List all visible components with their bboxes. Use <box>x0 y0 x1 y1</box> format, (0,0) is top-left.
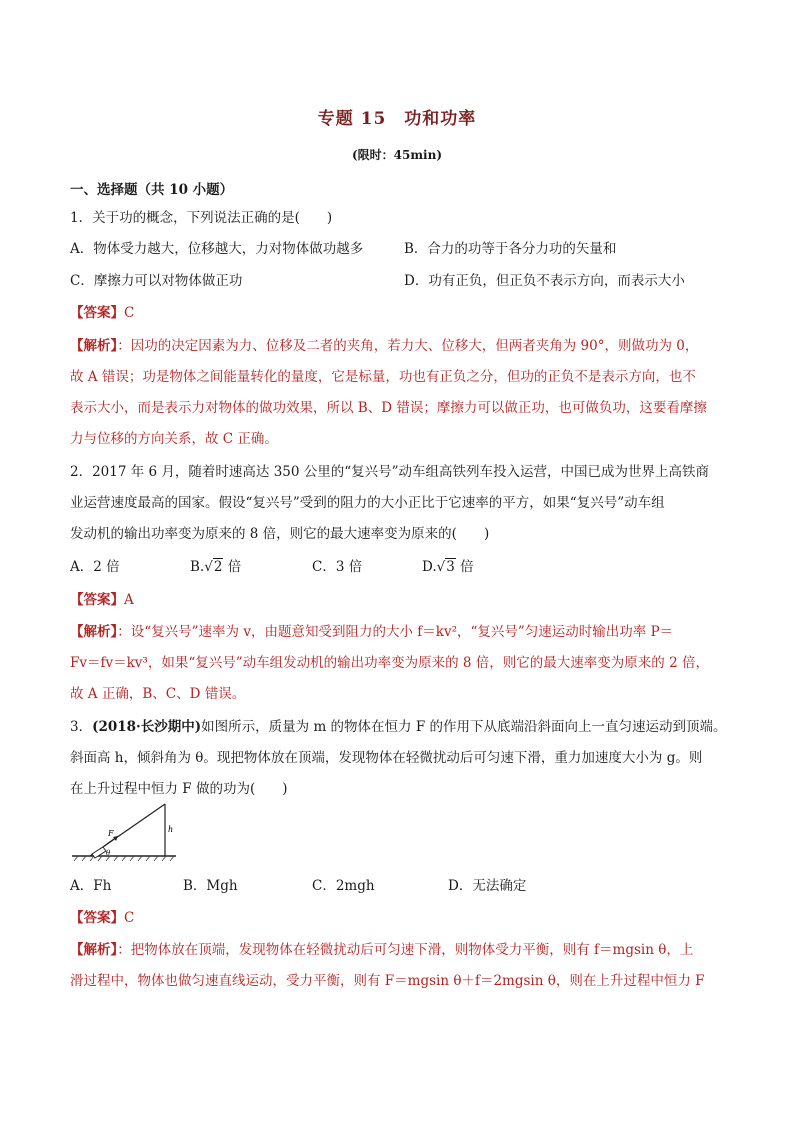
question-2-option-d: D.√3 倍 <box>422 559 474 575</box>
sqrt-symbol: √3 <box>436 559 455 575</box>
answer-label: 【答案】 <box>70 910 124 926</box>
question-1-stem: 1．关于功的概念，下列说法正确的是( ) <box>70 210 333 226</box>
question-1-analysis-line: 表示大小，而是表示力对物体的做功效果，所以 B、D 错误；摩擦力可以做正功，也可做负功，这要看摩擦 <box>70 400 707 416</box>
question-1-option-b: B．合力的功等于各分力功的矢量和 <box>404 241 617 257</box>
analysis-label: 【解析】 <box>70 624 118 640</box>
question-1-option-c: C．摩擦力可以对物体做正功 <box>70 273 243 289</box>
question-3-analysis-line: 【解析】：把物体放在顶端，发现物体在轻微扰动后可匀速下滑，则物体受力平衡，则有 f＝mgsin θ，上 <box>70 942 694 958</box>
answer-value: C <box>124 910 135 926</box>
analysis-label: 【解析】 <box>70 338 118 354</box>
incline-figure <box>70 800 180 862</box>
section-heading: 一、选择题（共 10 小题） <box>70 182 234 198</box>
force-label: F <box>108 829 114 838</box>
question-3-stem: 斜面高 h，倾斜角为 θ。现把物体放在顶端，发现物体在轻微扰动后可匀速下滑，重力加速度大小为 g。则 <box>70 750 703 766</box>
question-2-option-b: B.√2 倍 <box>190 559 242 575</box>
height-label: h <box>168 825 174 834</box>
analysis-label: 【解析】 <box>70 942 118 958</box>
question-1-option-a: A．物体受力越大，位移越大，力对物体做功越多 <box>70 241 364 257</box>
question-2-analysis-line: Fv＝fv＝kv³，如果“复兴号”动车组发动机的输出功率变为原来的 8 倍，则它的最大速率变为原来的 2 倍， <box>70 655 709 671</box>
question-1-analysis-line: 【解析】：因功的决定因素为力、位移及二者的夹角，若力大、位移大，但两者夹角为 90°，则做功为 0， <box>70 338 699 354</box>
question-2-analysis-line: 故 A 正确，B、C、D 错误。 <box>70 686 246 702</box>
question-1-analysis-line: 力与位移的方向关系，故 C 正确。 <box>70 431 278 447</box>
question-3-option-a: A．Fh <box>70 878 112 894</box>
answer-value: C <box>124 305 135 321</box>
question-3-option-b: B．Mgh <box>183 878 238 894</box>
question-2-stem: 业运营速度最高的国家。假设“复兴号”受到的阻力的大小正比于它速率的平方，如果“复兴号”动车组 <box>70 495 665 511</box>
question-1-answer <box>70 303 134 323</box>
question-3-stem: 在上升过程中恒力 F 做的功为( ) <box>70 781 288 797</box>
question-2-stem: 发动机的输出功率变为原来的 8 倍，则它的最大速率变为原来的( ) <box>70 526 490 542</box>
question-3-analysis-line: 滑过程中，物体也做匀速直线运动，受力平衡，则有 F＝mgsin θ＋f＝2mgsin θ，则在上升过程中恒力 F <box>70 973 705 989</box>
question-source: (2018·长沙期中) <box>92 719 202 735</box>
angle-label: θ <box>106 849 111 857</box>
question-2-answer <box>70 590 134 610</box>
page-title: 专题 15 功和功率 <box>317 109 477 129</box>
question-1-option-d: D．功有正负，但正负不表示方向，而表示大小 <box>404 273 685 289</box>
question-1-analysis-line: 故 A 错误；功是物体之间能量转化的量度，它是标量，功也有正负之分，但功的正负不是表示方向，也不 <box>70 369 696 385</box>
answer-label: 【答案】 <box>70 592 124 608</box>
question-2-option-c: C．3 倍 <box>312 559 363 575</box>
question-2-option-a: A．2 倍 <box>70 559 120 575</box>
question-3-answer <box>70 908 134 928</box>
sqrt-symbol: √2 <box>204 559 223 575</box>
question-2-stem: 2．2017 年 6 月，随着时速高达 350 公里的“复兴号”动车组高铁列车投入运营，中国已成为世界上高铁商 <box>70 464 710 480</box>
question-2-analysis-line: 【解析】：设“复兴号”速率为 v，由题意知受到阻力的大小 f＝kv²，“复兴号”匀速运动时输出功率 P＝ <box>70 624 674 640</box>
answer-value: A <box>124 592 134 608</box>
answer-label: 【答案】 <box>70 305 124 321</box>
time-limit: (限时：45min) <box>351 148 443 162</box>
question-3-option-d: D．无法确定 <box>448 878 527 894</box>
question-3-option-c: C．2mgh <box>312 878 375 894</box>
question-3-stem: 3．(2018·长沙期中)如图所示，质量为 m 的物体在恒力 F 的作用下从底端沿斜面向上一直匀速运动到顶端。 <box>70 719 727 735</box>
